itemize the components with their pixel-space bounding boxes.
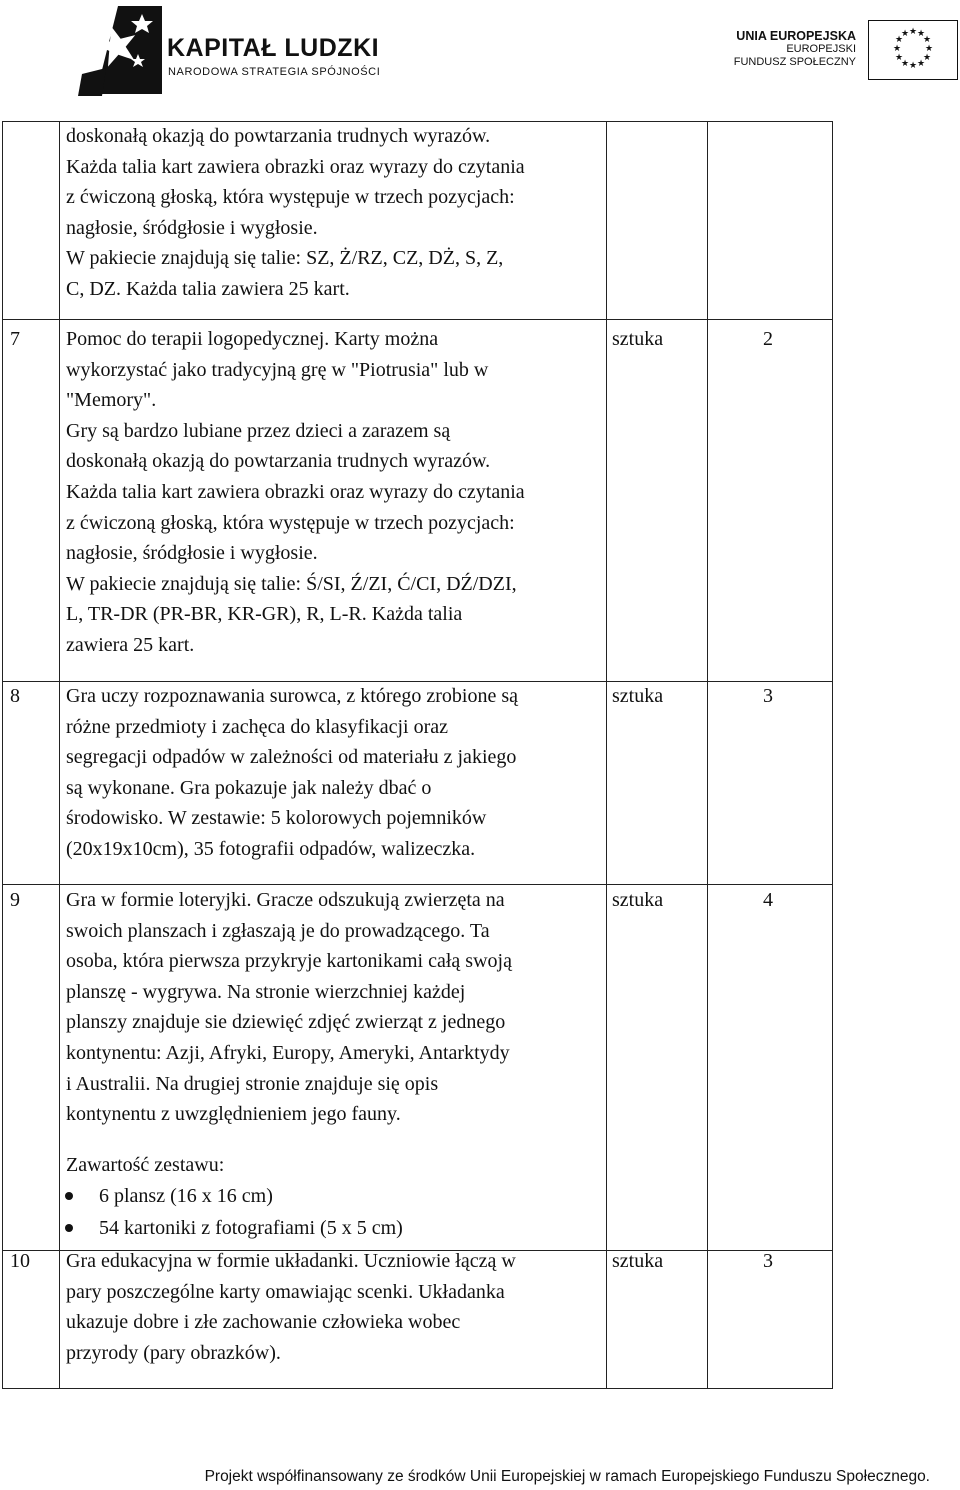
description-line: L, TR-DR (PR-BR, KR-GR), R, L-R. Każda talia (66, 603, 463, 626)
description-line: Gra edukacyjna w formie układanki. Uczniowie łączą w (66, 1250, 516, 1272)
eu-line-1: UNIA EUROPEJSKA (736, 29, 856, 43)
description-line: swoich planszach i zgłaszają je do prowadzącego. Ta (66, 919, 490, 942)
list-item (99, 1181, 273, 1212)
description-line: C, DZ. Każda talia zawiera 25 kart. (66, 277, 350, 300)
description-line: osoba, która pierwsza przykryje kartonikami całą swoją (66, 950, 512, 973)
description-line: Każda talia kart zawiera obrazki oraz wyrazy do czytania (66, 155, 525, 178)
description-line: nagłosie, śródgłosie i wygłosie. (66, 216, 318, 239)
item-quantity: 4 (763, 889, 773, 911)
description-line: kontynentu: Azji, Afryki, Europy, Ameryki, Antarktydy (66, 1041, 510, 1064)
bullet-icon (65, 1192, 73, 1200)
kapital-ludzki-logo-icon (78, 4, 164, 96)
table-border (2, 121, 3, 1389)
description-line: z ćwiczoną głoską, która występuje w trzech pozycjach: (66, 511, 515, 534)
items-table (2, 121, 832, 1389)
table-divider (59, 121, 60, 1389)
item-number: 9 (10, 889, 20, 911)
eu-line-2: EUROPEJSKI (786, 43, 856, 55)
description-line: i Australii. Na drugiej stronie znajduje się opis (66, 1072, 439, 1095)
item-unit: sztuka (612, 328, 664, 350)
description-line: doskonałą okazją do powtarzania trudnych wyrazów. (66, 125, 491, 147)
description-line: W pakiecie znajdują się talie: Ś/SI, Ź/ZI, Ć/CI, DŹ/DZI, (66, 572, 517, 595)
svg-text:★: ★ (922, 53, 932, 63)
item-quantity: 3 (763, 685, 773, 707)
description-line: "Memory". (66, 389, 157, 412)
description-line: pary poszczególne karty omawiając scenki. Układanka (66, 1280, 505, 1303)
list-item-text: 54 kartoniki z fotografiami (5 x 5 cm) (99, 1217, 403, 1239)
table-divider (606, 121, 607, 1389)
item-number: 7 (10, 328, 20, 350)
page-header (0, 0, 960, 104)
description-line: środowisko. W zestawie: 5 kolorowych pojemników (66, 807, 487, 830)
svg-text:★: ★ (894, 35, 904, 45)
eu-fund-label (718, 30, 856, 69)
item-description (66, 121, 525, 305)
description-line: wykorzystać jako tradycyjną grę w "Piotrusia" lub w (66, 358, 489, 381)
svg-text:★: ★ (900, 29, 910, 39)
table-divider (2, 319, 833, 320)
description-line: doskonałą okazją do powtarzania trudnych wyrazów. (66, 450, 491, 473)
description-line: różne przedmioty i zachęca do klasyfikacji oraz (66, 715, 449, 738)
description-line: są wykonane. Gra pokazuje jak należy dbać o (66, 776, 432, 799)
item-quantity: 3 (763, 1250, 773, 1272)
svg-text:★: ★ (892, 44, 902, 54)
description-line: Pomoc do terapii logopedycznej. Karty można (66, 328, 439, 350)
item-number: 10 (10, 1250, 30, 1272)
list-item (99, 1213, 403, 1244)
list-item-text: 6 plansz (16 x 16 cm) (99, 1185, 273, 1207)
description-line: Gra w formie loteryjki. Gracze odszukują zwierzęta na (66, 889, 505, 911)
description-line: z ćwiczoną głoską, która występuje w trzech pozycjach: (66, 186, 515, 209)
svg-text:★: ★ (924, 44, 934, 54)
svg-text:★: ★ (908, 27, 918, 37)
description-line: segregacji odpadów w zależności od materiału z jakiego (66, 746, 517, 769)
item-description (66, 324, 525, 661)
kapital-ludzki-subtitle: NARODOWA STRATEGIA SPÓJNOŚCI (168, 66, 381, 78)
page-footer: Projekt współfinansowany ze środków Unii Europejskiej w ramach Europejskiego Funduszu Społecznego. (204, 1468, 930, 1485)
item-unit: sztuka (612, 1250, 664, 1272)
svg-text:★: ★ (922, 35, 932, 45)
item-number: 8 (10, 685, 20, 707)
item-description (66, 681, 518, 865)
description-line: planszę - wygrywa. Na stronie wierzchniej każdej (66, 980, 466, 1003)
svg-text:★: ★ (908, 61, 918, 71)
description-line: zawiera 25 kart. (66, 633, 195, 656)
description-line: nagłosie, śródgłosie i wygłosie. (66, 542, 318, 565)
contents-heading: Zawartość zestawu: (66, 1154, 225, 1176)
svg-text:★: ★ (916, 59, 926, 69)
item-quantity: 2 (763, 328, 773, 350)
description-line: Każda talia kart zawiera obrazki oraz wyrazy do czytania (66, 480, 525, 503)
description-line: ukazuje dobre i złe zachowanie człowieka wobec (66, 1311, 461, 1334)
description-line: (20x19x10cm), 35 fotografii odpadów, walizeczka. (66, 837, 476, 860)
table-border (2, 1388, 833, 1389)
table-border (832, 121, 833, 1389)
description-line: Gry są bardzo lubiane przez dzieci a zarazem są (66, 419, 451, 442)
svg-text:★: ★ (900, 59, 910, 69)
kapital-ludzki-title: KAPITAŁ LUDZKI (167, 34, 380, 62)
description-line: przyrody (pary obrazków). (66, 1341, 281, 1364)
item-description (66, 885, 512, 1130)
svg-text:★: ★ (916, 29, 926, 39)
eu-flag-icon (868, 20, 958, 80)
description-line: W pakiecie znajdują się talie: SZ, Ż/RZ, CZ, DŻ, S, Z, (66, 247, 504, 270)
description-line: kontynentu z uwzględnieniem jego fauny. (66, 1103, 401, 1126)
eu-line-3: FUNDUSZ SPOŁECZNY (733, 56, 856, 68)
svg-text:★: ★ (894, 53, 904, 63)
description-line: planszy znajduje sie dziewięć zdjęć zwierząt z jednego (66, 1011, 506, 1034)
item-unit: sztuka (612, 889, 664, 911)
table-divider (707, 121, 708, 1389)
item-description (66, 1246, 516, 1368)
bullet-icon (65, 1224, 73, 1232)
description-line: Gra uczy rozpoznawania surowca, z którego zrobione są (66, 685, 519, 707)
item-unit: sztuka (612, 685, 664, 707)
